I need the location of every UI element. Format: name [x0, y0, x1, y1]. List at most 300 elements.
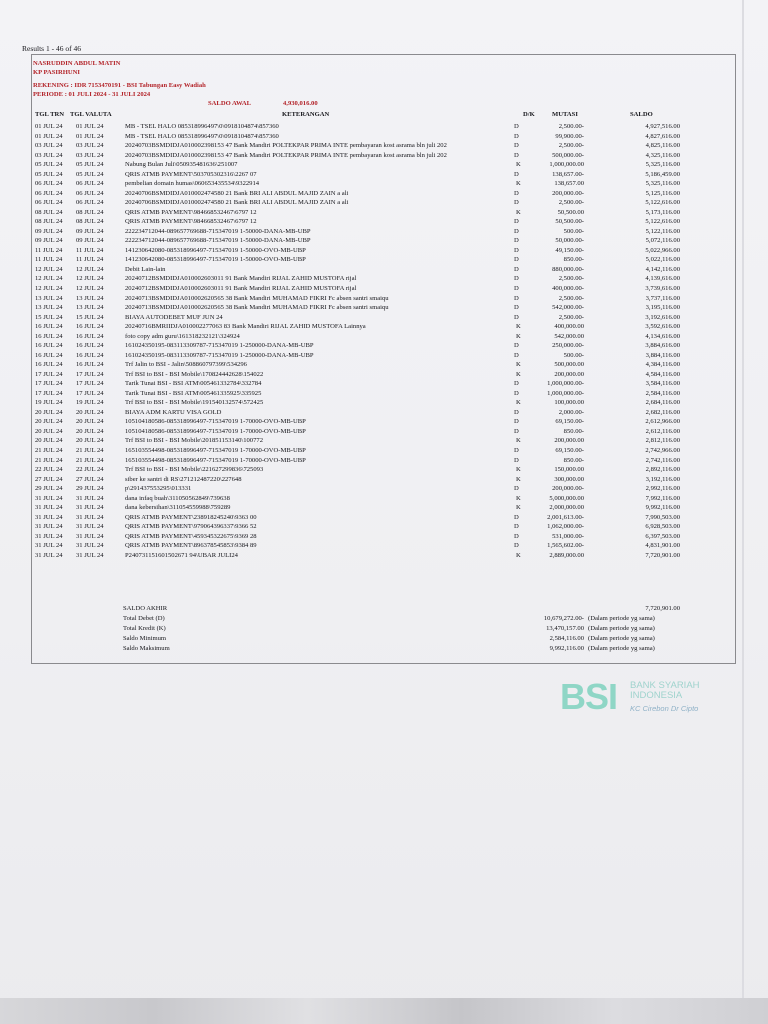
cell-saldo: 2,584,116.00: [645, 389, 680, 397]
table-row: [0, 446, 768, 456]
cell-mutasi: 542,000.00-: [552, 304, 584, 312]
table-row: [0, 179, 768, 189]
cell-dk: D: [514, 380, 519, 388]
cell-mutasi: 850.00-: [563, 427, 584, 435]
summary-note: (Dalam periode yg sama): [588, 635, 655, 642]
cell-mutasi: 138,657.00: [554, 180, 584, 188]
cell-saldo: 5,122,116.00: [645, 227, 680, 235]
opening-balance-value: 4,930,016.00: [283, 100, 318, 107]
cell-tgl-trn: 20 JUL 24: [35, 427, 63, 435]
cell-mutasi: 1,000,000.00-: [547, 389, 584, 397]
cell-mutasi: 200,000.00: [554, 437, 584, 445]
cell-keterangan: MB - TSEL HALO 085318996497\0\0918104874\857360: [125, 132, 279, 140]
cell-tgl-trn: 08 JUL 24: [35, 208, 63, 216]
cell-keterangan: P240731151601502671 94\UBAR JULI24: [125, 551, 238, 559]
cell-keterangan: Debit Lain-lain: [125, 265, 166, 273]
cell-tgl-trn: 15 JUL 24: [35, 313, 63, 321]
cell-mutasi: 500,000.00-: [552, 151, 584, 159]
summary-value: 13,470,157.00: [546, 625, 584, 632]
cell-keterangan: Tarik Tunai BSI - BSI ATM\005461335925\335925: [125, 389, 262, 397]
cell-tgl-trn: 16 JUL 24: [35, 332, 63, 340]
cell-tgl-valuta: 11 JUL 24: [76, 256, 104, 264]
cell-mutasi: 2,001,613.00-: [547, 513, 584, 521]
cell-mutasi: 1,062,000.00-: [547, 523, 584, 531]
cell-mutasi: 2,500.00-: [558, 123, 584, 130]
cell-tgl-valuta: 09 JUL 24: [76, 227, 104, 235]
cell-keterangan: BIAYA AUTODEBET MUF JUN 24: [125, 313, 223, 321]
cell-saldo: 3,584,116.00: [645, 380, 680, 388]
table-row: [0, 170, 768, 180]
cell-tgl-valuta: 27 JUL 24: [76, 475, 104, 483]
cell-tgl-valuta: 22 JUL 24: [76, 466, 104, 474]
cell-tgl-trn: 06 JUL 24: [35, 180, 63, 188]
cell-dk: D: [514, 246, 519, 254]
cell-tgl-valuta: 06 JUL 24: [76, 199, 104, 207]
cell-dk: D: [514, 170, 519, 178]
cell-keterangan: 20240706BSMDIDJA010002474580 21 Bank BRI ALI ABDUL MAJID ZAIN a ali: [125, 189, 349, 197]
cell-mutasi: 250,000.00-: [552, 342, 584, 350]
cell-mutasi: 2,889,000.00: [549, 551, 584, 559]
cell-tgl-trn: 03 JUL 24: [35, 142, 63, 150]
table-row: [0, 236, 768, 246]
cell-dk: K: [516, 475, 521, 483]
cell-saldo: 2,812,116.00: [645, 437, 680, 445]
cell-dk: D: [514, 447, 519, 455]
cell-tgl-valuta: 31 JUL 24: [76, 551, 104, 559]
cell-keterangan: QRIS ATMB PAYMENT\459345322675\9369 28: [125, 532, 257, 540]
cell-dk: D: [514, 132, 519, 140]
table-row: [0, 360, 768, 370]
table-row: [0, 503, 768, 513]
cell-tgl-trn: 17 JUL 24: [35, 370, 63, 378]
table-row: [0, 522, 768, 532]
summary-note: (Dalam periode yg sama): [588, 615, 655, 622]
table-row: [0, 274, 768, 284]
cell-keterangan: Nabung Bulan Juli\050935481636\251007: [125, 161, 238, 169]
cell-tgl-valuta: 21 JUL 24: [76, 456, 104, 464]
cell-mutasi: 2,500.00-: [558, 294, 584, 302]
cell-saldo: 3,192,116.00: [645, 475, 680, 483]
cell-tgl-valuta: 13 JUL 24: [76, 294, 104, 302]
cell-tgl-valuta: 31 JUL 24: [76, 532, 104, 540]
cell-saldo: 4,325,116.00: [645, 151, 680, 159]
cell-tgl-trn: 31 JUL 24: [35, 542, 63, 550]
cell-dk: D: [514, 285, 519, 292]
cell-keterangan: dana infaq buah\311050562849\739638: [125, 494, 230, 502]
cell-tgl-valuta: 01 JUL 24: [76, 132, 104, 140]
cell-mutasi: 99,900.00-: [555, 132, 584, 140]
cell-tgl-trn: 05 JUL 24: [35, 161, 63, 169]
scan-edge-strip: [0, 998, 768, 1024]
cell-dk: D: [514, 256, 519, 264]
cell-keterangan: 165103554498-085318996497-715347019 1-70000-OVO-MB-UBP: [125, 456, 306, 464]
cell-tgl-trn: 12 JUL 24: [35, 265, 63, 273]
saldo-akhir-label: SALDO AKHIR: [123, 605, 168, 612]
cell-tgl-valuta: 13 JUL 24: [76, 304, 104, 312]
cell-keterangan: QRIS ATMB PAYMENT\979064396337\9366 52: [125, 523, 257, 531]
cell-saldo: 3,739,616.00: [645, 285, 680, 292]
cell-dk: D: [514, 485, 519, 493]
table-row: [0, 151, 768, 161]
cell-mutasi: 69,150.00-: [555, 418, 584, 426]
cell-dk: D: [514, 389, 519, 397]
cell-mutasi: 531,000.00-: [552, 532, 584, 540]
cell-saldo: 5,173,116.00: [645, 208, 680, 216]
table-row: [0, 227, 768, 237]
table-row: [0, 198, 768, 208]
cell-tgl-valuta: 19 JUL 24: [76, 399, 104, 407]
cell-saldo: 4,142,116.00: [645, 265, 680, 273]
cell-tgl-valuta: 20 JUL 24: [76, 437, 104, 445]
cell-tgl-trn: 12 JUL 24: [35, 275, 63, 283]
cell-tgl-trn: 31 JUL 24: [35, 532, 63, 540]
account-holder-name: NASRUDDIN ABDUL MATIN: [33, 60, 121, 67]
cell-mutasi: 50,000.00-: [555, 237, 584, 245]
table-row: [0, 122, 768, 132]
cell-keterangan: 222234712044-089657769688-715347019 1-50000-DANA-MB-UBP: [125, 237, 311, 245]
cell-mutasi: 1,000,000.00-: [547, 380, 584, 388]
cell-tgl-trn: 03 JUL 24: [35, 151, 63, 159]
summary-row: [0, 634, 768, 644]
summary-note: (Dalam periode yg sama): [588, 625, 655, 632]
cell-dk: K: [516, 466, 521, 474]
cell-dk: D: [514, 351, 519, 359]
cell-keterangan: BIAYA ADM KARTU VISA GOLD: [125, 408, 222, 416]
cell-tgl-trn: 21 JUL 24: [35, 456, 63, 464]
cell-tgl-valuta: 03 JUL 24: [76, 151, 104, 159]
cell-tgl-valuta: 17 JUL 24: [76, 380, 104, 388]
cell-keterangan: 20240716BMRIIDJA010002277063 83 Bank Mandiri RIJAL ZAHID MUSTOFA Lainnya: [125, 323, 366, 331]
cell-dk: D: [514, 342, 519, 350]
table-row: [0, 513, 768, 523]
cell-tgl-valuta: 20 JUL 24: [76, 418, 104, 426]
cell-mutasi: 2,500.00-: [558, 199, 584, 207]
cell-mutasi: 5,000,000.00: [549, 494, 584, 502]
cell-keterangan: 20240703BSMDIDJA010002398153 47 Bank Mandiri POLTEKPAR PRIMA INTE pembayaran kost asrama bln juli 202: [125, 151, 447, 159]
cell-dk: K: [516, 504, 521, 512]
cell-tgl-trn: 31 JUL 24: [35, 494, 63, 502]
branch-name: KP PASIRHUNI: [33, 69, 80, 76]
cell-saldo: 4,831,901.00: [645, 542, 680, 550]
opening-balance-label: SALDO AWAL: [208, 100, 252, 107]
cell-saldo: 5,122,616.00: [645, 218, 680, 226]
cell-saldo: 5,122,616.00: [645, 199, 680, 207]
cell-keterangan: QRIS ATMB PAYMENT\238918245240\9363 00: [125, 513, 257, 521]
cell-tgl-valuta: 08 JUL 24: [76, 208, 104, 216]
table-row: [0, 484, 768, 494]
cell-dk: D: [514, 427, 519, 435]
table-row: [0, 551, 768, 561]
table-row: [0, 246, 768, 256]
cell-keterangan: p\291437553295\013331: [125, 485, 192, 493]
account-number: REKENING : IDR 7153470191 - BSI Tabungan Easy Wadiah: [33, 82, 206, 89]
cell-tgl-valuta: 06 JUL 24: [76, 189, 104, 197]
summary-note: (Dalam periode yg sama): [588, 645, 655, 652]
cell-tgl-trn: 17 JUL 24: [35, 389, 63, 397]
cell-saldo: 6,928,503.00: [645, 523, 680, 531]
summary-value: 2,584,116.00: [549, 635, 584, 642]
cell-saldo: 7,990,503.00: [645, 513, 680, 521]
cell-keterangan: 20240713BSMDIDJA010002620565 38 Bank Mandiri MUHAMAD FIKRI Fc absen santri smaiqu: [125, 304, 389, 312]
cell-tgl-valuta: 29 JUL 24: [76, 485, 104, 493]
cell-dk: D: [514, 218, 519, 226]
cell-tgl-valuta: 05 JUL 24: [76, 161, 104, 169]
table-row: [0, 141, 768, 151]
cell-saldo: 2,742,116.00: [645, 456, 680, 464]
cell-dk: K: [516, 180, 521, 188]
cell-keterangan: 165103554498-085318996497-715347019 1-70000-OVO-MB-UBP: [125, 447, 306, 455]
table-row: [0, 475, 768, 485]
cell-saldo: 9,992,116.00: [645, 504, 680, 512]
cell-keterangan: QRIS ATMB PAYMENT\503705302316\2267 07: [125, 170, 257, 178]
table-row: [0, 379, 768, 389]
cell-dk: D: [514, 418, 519, 426]
cell-saldo: 3,884,116.00: [645, 351, 680, 359]
bsi-logo-line2: INDONESIA: [630, 690, 683, 701]
cell-tgl-trn: 09 JUL 24: [35, 227, 63, 235]
cell-keterangan: 105104180586-085318996497-715347019 1-70000-OVO-MB-UBP: [125, 427, 306, 435]
cell-tgl-trn: 06 JUL 24: [35, 189, 63, 197]
cell-mutasi: 49,150.00-: [555, 246, 584, 254]
cell-saldo: 5,325,116.00: [645, 161, 680, 169]
cell-saldo: 4,927,516.00: [645, 123, 680, 130]
col-tgl-trn: TGL TRN: [35, 111, 65, 118]
cell-saldo: 4,825,116.00: [645, 142, 680, 150]
table-row: [0, 341, 768, 351]
cell-dk: D: [514, 265, 519, 273]
cell-mutasi: 2,500.00-: [558, 275, 584, 283]
cell-keterangan: 141230642080-085318996497-715347019 1-50000-OVO-MB-UBP: [125, 256, 306, 264]
cell-tgl-trn: 16 JUL 24: [35, 361, 63, 369]
cell-saldo: 2,684,116.00: [645, 399, 680, 407]
cell-dk: D: [514, 294, 519, 302]
cell-tgl-trn: 27 JUL 24: [35, 475, 63, 483]
cell-keterangan: QRIS ATMB PAYMENT\984668532467\6797 12: [125, 218, 257, 226]
cell-tgl-valuta: 05 JUL 24: [76, 170, 104, 178]
cell-dk: K: [516, 361, 521, 369]
cell-saldo: 2,992,116.00: [645, 485, 680, 493]
cell-tgl-trn: 13 JUL 24: [35, 304, 63, 312]
cell-keterangan: 20240712BSMDIDJA010002603011 91 Bank Mandiri RIJAL ZAHID MUSTOFA rijal: [125, 275, 357, 283]
table-row: [0, 389, 768, 399]
table-row: [0, 436, 768, 446]
cell-tgl-trn: 01 JUL 24: [35, 132, 63, 140]
summary-label: Saldo Maksimum: [123, 645, 170, 652]
cell-keterangan: 20240706BSMDIDJA010002474580 21 Bank BRI ALI ABDUL MAJID ZAIN a ali: [125, 199, 349, 207]
cell-tgl-valuta: 31 JUL 24: [76, 542, 104, 550]
table-row: [0, 465, 768, 475]
cell-tgl-trn: 21 JUL 24: [35, 447, 63, 455]
table-row: [0, 427, 768, 437]
table-row: [0, 417, 768, 427]
cell-mutasi: 500.00-: [563, 227, 584, 235]
cell-keterangan: Trf BSI to BSI - BSI Mobile\191540132574\572425: [125, 399, 264, 407]
table-row: [0, 532, 768, 542]
cell-mutasi: 880,000.00-: [552, 265, 584, 273]
cell-tgl-valuta: 16 JUL 24: [76, 351, 104, 359]
bsi-logo-mark: BSI: [560, 676, 618, 717]
cell-tgl-trn: 08 JUL 24: [35, 218, 63, 226]
table-row: [0, 494, 768, 504]
table-row: [0, 456, 768, 466]
table-row: [0, 132, 768, 142]
cell-dk: D: [514, 542, 519, 550]
cell-saldo: 5,186,459.00: [645, 170, 680, 178]
cell-keterangan: MB - TSEL HALO 085318996497\0\0918104874\857360: [125, 123, 279, 130]
cell-saldo: 2,612,966.00: [645, 418, 680, 426]
cell-tgl-valuta: 03 JUL 24: [76, 142, 104, 150]
cell-tgl-trn: 20 JUL 24: [35, 418, 63, 426]
statement-period: PERIODE : 01 JULI 2024 - 31 JULI 2024: [33, 91, 151, 98]
cell-dk: D: [514, 227, 519, 235]
cell-tgl-trn: 05 JUL 24: [35, 170, 63, 178]
cell-tgl-valuta: 31 JUL 24: [76, 513, 104, 521]
cell-mutasi: 200,000.00-: [552, 189, 584, 197]
summary-label: Total Kredit (K): [123, 625, 166, 632]
table-row: [0, 284, 768, 294]
cell-keterangan: Trf BSI to BSI - BSI Mobile\170824442628\154022: [125, 370, 264, 378]
summary-label: Total Debet (D): [123, 615, 165, 622]
cell-tgl-valuta: 11 JUL 24: [76, 246, 104, 254]
cell-saldo: 3,884,616.00: [645, 342, 680, 350]
cell-saldo: 4,827,616.00: [645, 132, 680, 140]
cell-saldo: 3,592,616.00: [645, 323, 680, 331]
cell-tgl-valuta: 06 JUL 24: [76, 180, 104, 188]
summary-label: Saldo Minimum: [123, 635, 167, 642]
cell-tgl-trn: 16 JUL 24: [35, 351, 63, 359]
cell-tgl-trn: 31 JUL 24: [35, 551, 63, 559]
cell-tgl-trn: 11 JUL 24: [35, 256, 63, 264]
col-tgl-valuta: TGL VALUTA: [70, 111, 112, 118]
cell-keterangan: 20240712BSMDIDJA010002603011 91 Bank Mandiri RIJAL ZAHID MUSTOFA rijal: [125, 285, 357, 292]
cell-keterangan: Trf BSI to BSI - BSI Mobile\201851153140\100772: [125, 437, 263, 445]
cell-tgl-valuta: 17 JUL 24: [76, 370, 104, 378]
cell-keterangan: 161024350195-083113309787-715347019 1-250000-DANA-MB-UBP: [125, 351, 314, 359]
cell-saldo: 3,737,116.00: [645, 294, 680, 302]
cell-keterangan: 161024350195-083113309787-715347019 1-250000-DANA-MB-UBP: [125, 342, 314, 350]
cell-tgl-valuta: 08 JUL 24: [76, 218, 104, 226]
cell-keterangan: pembelian domain humas\060653435534\9322914: [125, 180, 260, 188]
cell-tgl-trn: 31 JUL 24: [35, 504, 63, 512]
cell-dk: D: [514, 275, 519, 283]
cell-keterangan: 222234712044-089657769688-715347019 1-50000-DANA-MB-UBP: [125, 227, 311, 235]
cell-dk: K: [516, 332, 521, 340]
table-row: [0, 265, 768, 275]
cell-dk: D: [514, 123, 519, 130]
cell-tgl-valuta: 17 JUL 24: [76, 389, 104, 397]
table-row: [0, 208, 768, 218]
cell-tgl-trn: 20 JUL 24: [35, 408, 63, 416]
cell-saldo: 4,139,616.00: [645, 275, 680, 283]
cell-tgl-trn: 01 JUL 24: [35, 123, 63, 130]
bsi-stamp-logo: [560, 676, 740, 726]
cell-mutasi: 2,500.00-: [558, 142, 584, 150]
cell-tgl-valuta: 09 JUL 24: [76, 237, 104, 245]
cell-mutasi: 300,000.00: [554, 475, 584, 483]
cell-tgl-valuta: 15 JUL 24: [76, 313, 104, 321]
cell-tgl-trn: 12 JUL 24: [35, 285, 63, 292]
cell-dk: D: [514, 199, 519, 207]
table-row: [0, 160, 768, 170]
table-row: [0, 217, 768, 227]
cell-tgl-valuta: 21 JUL 24: [76, 447, 104, 455]
cell-tgl-valuta: 31 JUL 24: [76, 494, 104, 502]
cell-mutasi: 69,150.00-: [555, 447, 584, 455]
cell-saldo: 2,612,116.00: [645, 427, 680, 435]
cell-saldo: 2,742,966.00: [645, 447, 680, 455]
summary-row: [0, 644, 768, 654]
cell-dk: D: [514, 142, 519, 150]
cell-mutasi: 542,000.00: [554, 332, 584, 340]
cell-dk: K: [516, 161, 521, 169]
cell-tgl-valuta: 01 JUL 24: [76, 123, 104, 130]
cell-tgl-valuta: 31 JUL 24: [76, 504, 104, 512]
cell-tgl-valuta: 12 JUL 24: [76, 275, 104, 283]
cell-tgl-valuta: 12 JUL 24: [76, 285, 104, 292]
cell-tgl-trn: 31 JUL 24: [35, 523, 63, 531]
table-row: [0, 313, 768, 323]
cell-mutasi: 150,000.00: [554, 466, 584, 474]
cell-tgl-trn: 31 JUL 24: [35, 513, 63, 521]
cell-saldo: 2,682,116.00: [645, 408, 680, 416]
cell-mutasi: 850.00-: [563, 456, 584, 464]
cell-tgl-trn: 11 JUL 24: [35, 246, 63, 254]
cell-saldo: 2,892,116.00: [645, 466, 680, 474]
cell-keterangan: Trf Jalin to BSI - Jalin\508860797399\534296: [125, 361, 247, 369]
saldo-akhir-value: 7,720,901.00: [645, 605, 680, 612]
cell-mutasi: 2,000,000.00: [549, 504, 584, 512]
cell-saldo: 5,125,116.00: [645, 189, 680, 197]
table-row: [0, 351, 768, 361]
cell-tgl-trn: 20 JUL 24: [35, 437, 63, 445]
cell-tgl-valuta: 16 JUL 24: [76, 332, 104, 340]
table-row: [0, 398, 768, 408]
cell-tgl-trn: 16 JUL 24: [35, 323, 63, 331]
summary-value: 9,992,116.00: [549, 645, 584, 652]
table-row: [0, 303, 768, 313]
table-row: [0, 370, 768, 380]
cell-dk: K: [516, 551, 521, 559]
col-saldo: SALDO: [630, 111, 653, 118]
summary-row: [0, 624, 768, 634]
cell-saldo: 7,992,116.00: [645, 494, 680, 502]
table-row: [0, 408, 768, 418]
cell-keterangan: QRIS ATMB PAYMENT\984668532467\6797 12: [125, 208, 257, 216]
cell-tgl-trn: 06 JUL 24: [35, 199, 63, 207]
col-keterangan: KETERANGAN: [282, 111, 330, 118]
cell-dk: D: [514, 313, 519, 321]
cell-dk: K: [516, 437, 521, 445]
table-row: [0, 541, 768, 551]
cell-saldo: 5,325,116.00: [645, 180, 680, 188]
cell-keterangan: 20240713BSMDIDJA010002620565 38 Bank Mandiri MUHAMAD FIKRI Fc absen santri smaiqu: [125, 294, 389, 302]
cell-mutasi: 2,000.00-: [558, 408, 584, 416]
cell-tgl-trn: 16 JUL 24: [35, 342, 63, 350]
cell-keterangan: dana kebersihan\311054559988\759289: [125, 504, 231, 512]
cell-dk: D: [514, 304, 519, 312]
cell-mutasi: 1,565,602.00-: [547, 542, 584, 550]
cell-tgl-valuta: 16 JUL 24: [76, 342, 104, 350]
cell-dk: K: [516, 494, 521, 502]
cell-dk: K: [516, 208, 521, 216]
cell-mutasi: 500.00-: [563, 351, 584, 359]
cell-tgl-valuta: 31 JUL 24: [76, 523, 104, 531]
cell-mutasi: 200,000.00: [554, 370, 584, 378]
cell-keterangan: Trf BSI to BSI - BSI Mobile\221627299836\725093: [125, 466, 264, 474]
cell-tgl-trn: 09 JUL 24: [35, 237, 63, 245]
cell-mutasi: 138,657.00-: [552, 170, 584, 178]
cell-tgl-valuta: 12 JUL 24: [76, 265, 104, 273]
